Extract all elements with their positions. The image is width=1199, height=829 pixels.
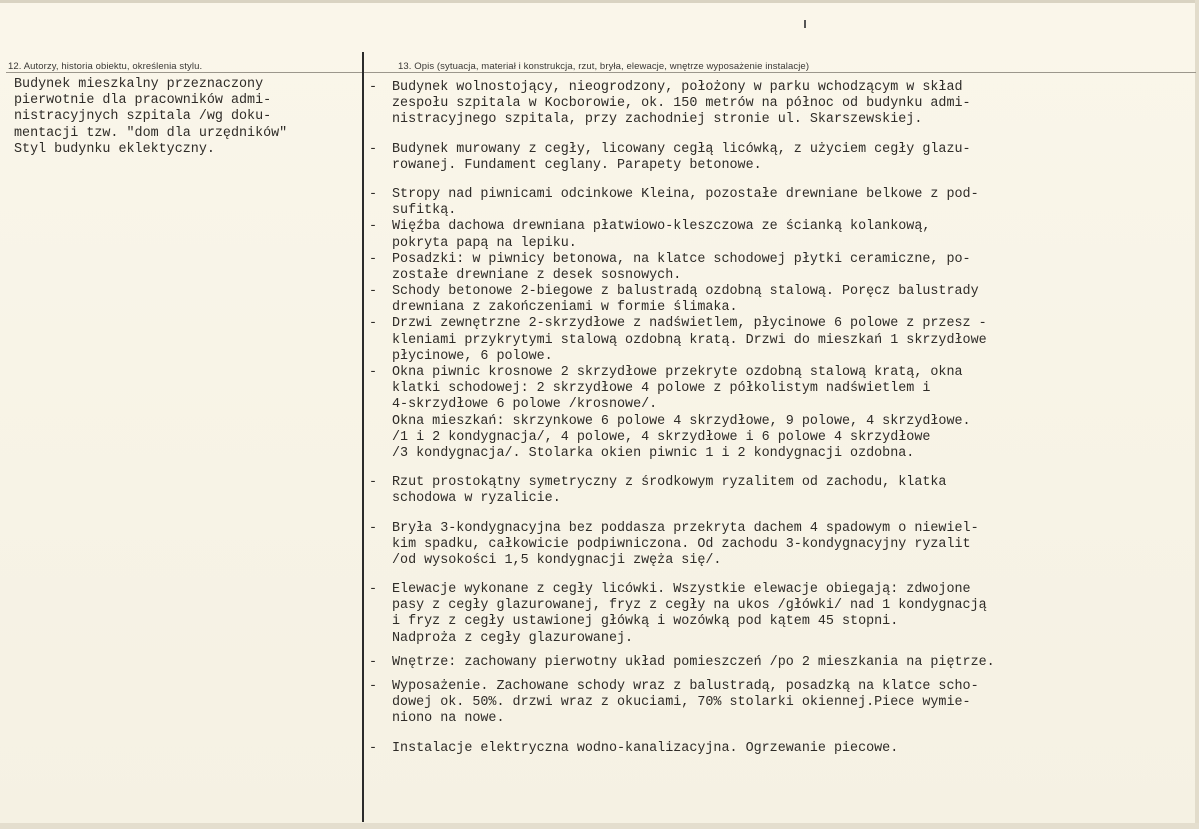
entry-bullet: - <box>369 316 378 332</box>
column-divider <box>362 52 364 822</box>
description-column <box>366 80 1194 757</box>
entry-line: niono na nowe. <box>392 711 505 727</box>
entry-line: Drzwi zewnętrzne 2-skrzydłowe z nadświetlem, płycinowe 6 polowe z przesz - <box>392 316 987 332</box>
entry-line: Wnętrze: zachowany pierwotny układ pomieszczeń /po 2 mieszkania na piętrze. <box>392 654 995 670</box>
entry-body <box>392 252 1194 284</box>
entry-line: Wyposażenie. Zachowane schody wraz z balustradą, posadzką na klatce scho- <box>392 679 979 694</box>
entry-line: schodowa w ryzalicie. <box>392 491 561 507</box>
description-entry <box>366 219 1194 251</box>
entry-line: Schody betonowe 2-biegowe z balustradą ozdobną stalową. Poręcz balustrady <box>392 284 979 300</box>
left-text-line: pierwotnie dla pracowników admi- <box>14 93 272 109</box>
entry-line: Posadzki: w piwnicy betonowa, na klatce schodowej płytki ceramiczne, po- <box>392 251 971 267</box>
left-text-line: nistracyjnych szpitala /wg doku- <box>14 109 272 125</box>
entry-bullet: - <box>369 219 378 235</box>
entry-body <box>392 741 1194 757</box>
left-text-line: Budynek mieszkalny przeznaczony <box>14 77 264 92</box>
entry-bullet: - <box>369 582 378 598</box>
entry-line: Bryła 3-kondygnacyjna bez poddasza przekryta dachem 4 spadowym o niewiel- <box>392 520 979 536</box>
description-entry <box>366 80 1194 129</box>
entry-bullet: - <box>369 284 378 300</box>
description-entry <box>366 521 1194 570</box>
entry-bullet: - <box>369 80 378 95</box>
description-entry <box>366 475 1194 507</box>
entry-body <box>392 284 1194 316</box>
description-entry <box>366 316 1194 365</box>
entry-body <box>392 582 1194 647</box>
sheet-right-edge <box>1195 0 1199 829</box>
entry-line: Stropy nad piwnicami odcinkowe Kleina, pozostałe drewniane belkowe z pod- <box>392 186 979 202</box>
entry-bullet: - <box>369 740 378 756</box>
entry-line: Instalacje elektryczna wodno-kanalizacyjna. Ogrzewanie piecowe. <box>392 740 899 756</box>
entry-line: /od wysokości 1,5 kondygnacji zwęża się/. <box>392 552 722 568</box>
header-rule <box>6 72 1196 73</box>
entry-line: Budynek wolnostojący, nieogrodzony, położony w parku wchodzącym w skład <box>392 80 963 95</box>
entry-line: Okna piwnic krosnowe 2 skrzydłowe przekryte ozdobną stalową kratą, okna <box>392 365 963 380</box>
entry-line: Okna mieszkań: skrzynkowe 6 polowe 4 skrzydłowe, 9 polowe, 4 skrzydłowe. <box>392 413 971 429</box>
entry-body <box>392 655 1194 671</box>
entry-bullet: - <box>369 475 378 491</box>
entry-line: 4-skrzydłowe 6 polowe /krosnowe/. <box>392 397 658 413</box>
stray-ink-mark <box>804 20 806 28</box>
description-entry <box>366 365 1194 462</box>
entry-bullet: - <box>369 679 378 694</box>
entry-body <box>392 679 1194 728</box>
entry-line: /1 i 2 kondygnacja/, 4 polowe, 4 skrzydłowe i 6 polowe 4 skrzydłowe <box>392 429 931 445</box>
entry-bullet: - <box>369 251 378 267</box>
section-13-header: 13. Opis (sytuacja, materiał i konstrukcja, rzut, bryła, elewacje, wnętrze wyposażenie instalacje) <box>398 61 810 72</box>
entry-bullet: - <box>369 186 378 202</box>
entry-line: rowanej. Fundament ceglany. Parapety betonowe. <box>392 157 762 173</box>
entry-body <box>392 316 1194 365</box>
entry-line: pasy z cegły glazurowanej, fryz z cegły na ukos /główki/ nad 1 kondygnacją <box>392 598 987 614</box>
entry-line: Więźba dachowa drewniana płatwiowo-kleszczowa ze ścianką kolankową, <box>392 219 931 235</box>
authors-history-text <box>14 77 359 158</box>
entry-line: nistracyjnego szpitala, przy zachodniej stronie ul. Skarszewskiej. <box>392 112 923 128</box>
entry-line: Elewacje wykonane z cegły licówki. Wszystkie elewacje obiegają: zdwojone <box>392 582 971 598</box>
description-entry <box>366 655 1194 671</box>
description-entry <box>366 142 1194 174</box>
section-12-header: 12. Autorzy, historia obiektu, określenia stylu. <box>8 61 203 72</box>
entry-line: kim spadku, całkowicie podpiwniczona. Od zachodu 3-kondygnacyjny ryzalit <box>392 536 971 552</box>
entry-line: płycinowe, 6 polowe. <box>392 348 553 364</box>
entry-line: pokryta papą na lepiku. <box>392 235 577 251</box>
entry-body <box>392 219 1194 251</box>
entry-line: Budynek murowany z cegły, licowany cegłą licówką, z użyciem cegły glazu- <box>392 141 971 157</box>
entry-bullet: - <box>369 520 378 536</box>
description-entry <box>366 284 1194 316</box>
sheet-top-edge <box>0 0 1199 3</box>
entry-body <box>392 80 1194 129</box>
entry-bullet: - <box>369 365 378 380</box>
entry-body <box>392 142 1194 174</box>
entry-bullet: - <box>369 141 378 157</box>
entry-line: klatki schodowej: 2 skrzydłowe 4 polowe z półkolistym nadświetlem i <box>392 381 931 397</box>
entry-line: kleniami przykrytymi stalową ozdobną kratą. Drzwi do mieszkań 1 skrzydłowe <box>392 332 987 348</box>
description-entry <box>366 679 1194 728</box>
entry-line: i fryz z cegły ustawionej główką i wozówką pod kątem 45 stopni. <box>392 614 899 630</box>
description-entry <box>366 582 1194 647</box>
entry-body <box>392 187 1194 219</box>
entry-line: sufitką. <box>392 203 457 219</box>
entry-line: Rzut prostokątny symetryczny z środkowym ryzalitem od zachodu, klatka <box>392 475 947 491</box>
entry-line: dowej ok. 50%. drzwi wraz z okuciami, 70% stolarki okiennej.Piece wymie- <box>392 695 971 711</box>
description-entry <box>366 187 1194 219</box>
sheet-bottom-edge <box>0 823 1199 829</box>
description-entry <box>366 741 1194 757</box>
entry-line: drewniana z zakończeniami w formie ślimaka. <box>392 300 738 316</box>
entry-line: Nadproża z cegły glazurowanej. <box>392 630 634 646</box>
entry-body <box>392 475 1194 507</box>
entry-line: zostałe drewniane z desek sosnowych. <box>392 267 682 283</box>
left-text-line: Styl budynku eklektyczny. <box>14 141 215 157</box>
entry-body <box>392 365 1194 462</box>
entry-line: zespołu szpitala w Kocborowie, ok. 150 metrów na północ od budynku admi- <box>392 96 971 112</box>
left-text-line: mentacji tzw. "dom dla urzędników" <box>14 125 288 141</box>
entry-bullet: - <box>369 654 378 670</box>
entry-line: /3 kondygnacja/. Stolarka okien piwnic 1 i 2 kondygnacji ozdobna. <box>392 445 915 461</box>
description-entry <box>366 252 1194 284</box>
entry-body <box>392 521 1194 570</box>
